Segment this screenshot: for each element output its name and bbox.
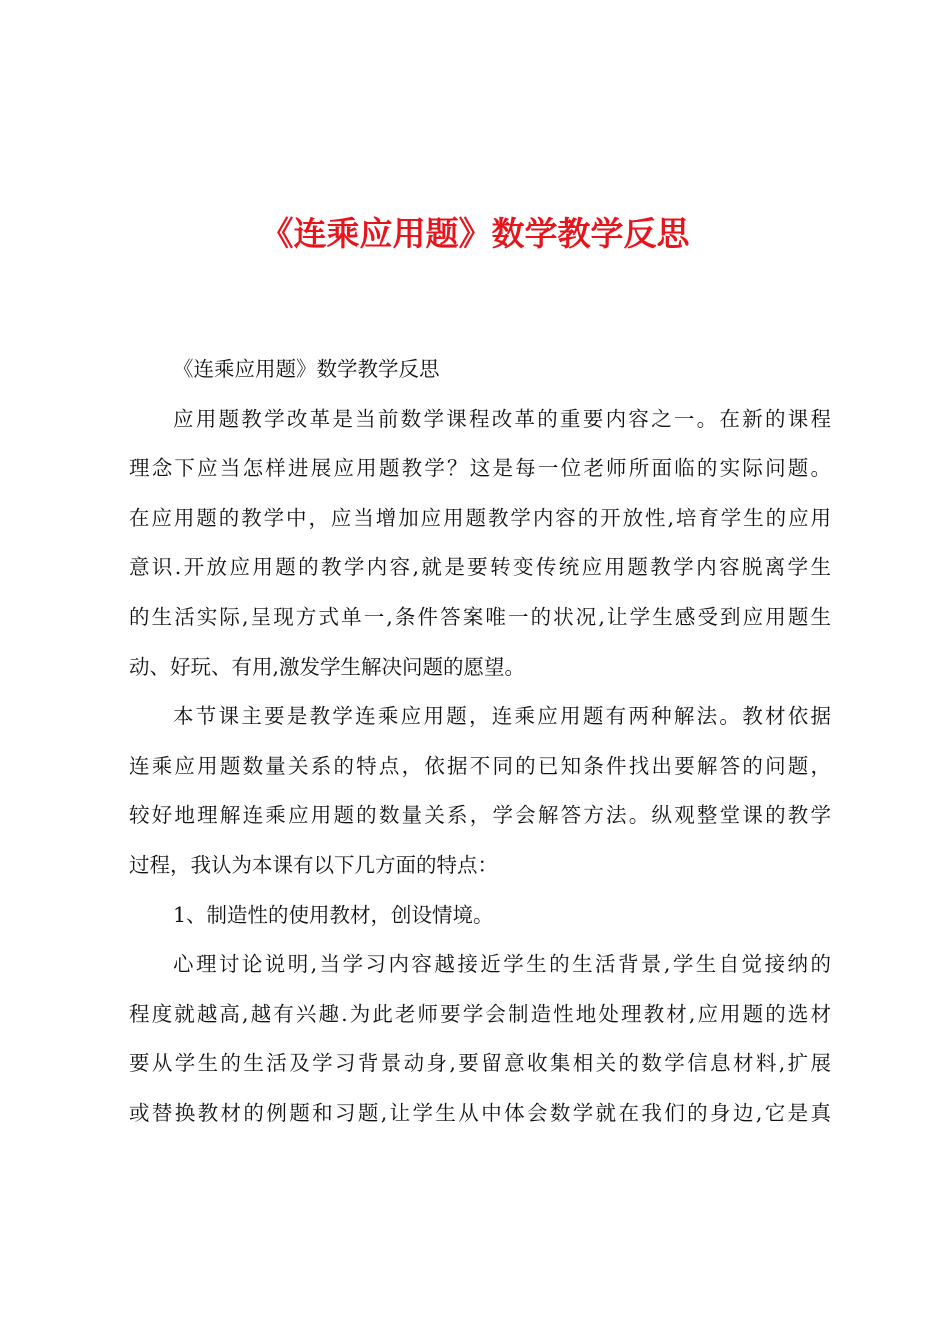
body-line: 心理讨论说明,当学习内容越接近学生的生活背景,学生自觉接纳的: [173, 952, 831, 977]
body-line: 或替换教材的例题和习题,让学生从中体会数学就在我们的身边,它是真: [129, 1100, 831, 1125]
body-line-subheading: 1、制造性的使用教材，创设情境。: [173, 902, 494, 927]
body-line: 的生活实际,呈现方式单一,条件答案唯一的状况,让学生感受到应用题生: [129, 604, 831, 629]
body-line: 过程，我认为本课有以下几方面的特点：: [129, 852, 498, 877]
document-title: 《连乘应用题》数学教学反思: [260, 214, 690, 253]
body-line-heading: 《连乘应用题》数学教学反思: [173, 357, 440, 381]
body-line: 动、好玩、有用,激发学生解决问题的愿望。: [129, 654, 526, 679]
document-body: [129, 345, 831, 1139]
body-line: 在应用题的教学中，应当增加应用题教学内容的开放性,培育学生的应用: [129, 505, 831, 530]
body-line: 程度就越高,越有兴趣.为此老师要学会制造性地处理教材,应用题的选材: [129, 1001, 831, 1026]
body-line: 应用题教学改革是当前数学课程改革的重要内容之一。在新的课程: [173, 406, 831, 431]
body-line: 要从学生的生活及学习背景动身,要留意收集相关的数学信息材料,扩展: [129, 1051, 831, 1076]
body-line: 意识.开放应用题的教学内容,就是要转变传统应用题教学内容脱离学生: [129, 555, 831, 580]
body-line: 连乘应用题数量关系的特点，依据不同的已知条件找出要解答的问题，: [129, 753, 831, 778]
body-line: 理念下应当怎样进展应用题教学？这是每一位老师所面临的实际问题。: [129, 456, 831, 481]
body-line: 本节课主要是教学连乘应用题，连乘应用题有两种解法。教材依据: [173, 704, 831, 729]
body-line: 较好地理解连乘应用题的数量关系，学会解答方法。纵观整堂课的教学: [129, 803, 831, 828]
